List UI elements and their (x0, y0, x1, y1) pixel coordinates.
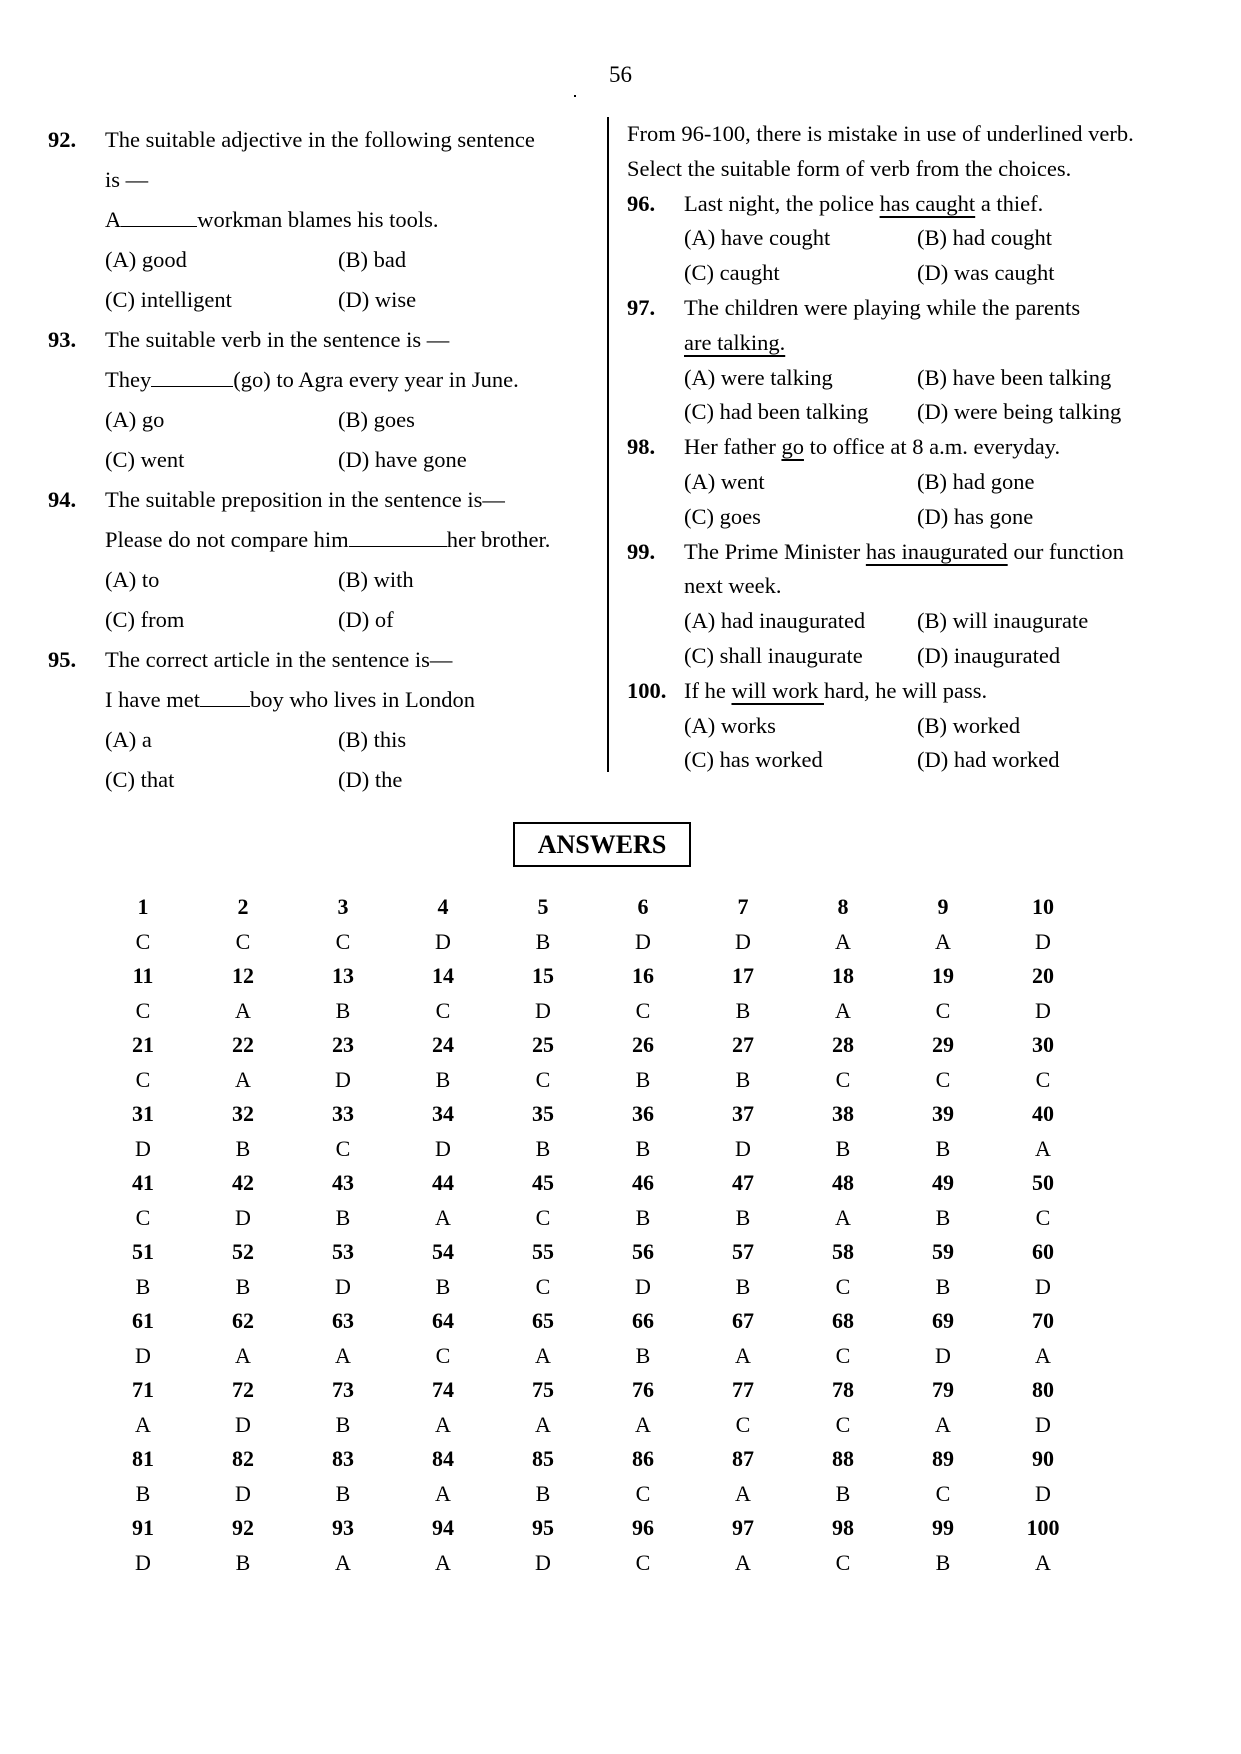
answer-number: 100 (1026, 1515, 1060, 1540)
answer-number: 60 (1032, 1239, 1054, 1264)
answer-letter: D (1035, 1273, 1051, 1299)
answer-number: 71 (132, 1377, 154, 1402)
answer-number: 72 (232, 1377, 254, 1402)
question-number: 92. (48, 127, 77, 152)
answer-letter: D (335, 1273, 351, 1299)
answer-number: 64 (432, 1308, 454, 1333)
column-divider (607, 117, 609, 772)
answer-number: 93 (332, 1515, 354, 1540)
answer-letter: C (935, 997, 951, 1023)
option-c: (C) went (105, 447, 185, 472)
question-text: The suitable adjective in the following sentence (105, 127, 535, 152)
answer-letter: B (735, 1273, 751, 1299)
option-b: (B) worked (917, 712, 1021, 738)
answer-letter: C (635, 1549, 651, 1575)
question-number: 100. (627, 677, 667, 703)
answer-number: 4 (437, 894, 449, 919)
answer-number: 45 (532, 1170, 554, 1195)
answer-letter: B (835, 1480, 851, 1506)
answer-number: 50 (1032, 1170, 1054, 1195)
answer-number: 16 (632, 963, 654, 988)
answer-number: 2 (237, 894, 249, 919)
answer-number: 29 (932, 1032, 954, 1057)
answer-number: 75 (532, 1377, 554, 1402)
answer-letter: C (935, 1066, 951, 1092)
option-c: (C) from (105, 607, 185, 632)
answer-letter: A (935, 928, 951, 954)
question-text: The children were playing while the parents (684, 294, 1081, 320)
answer-number: 96 (632, 1515, 654, 1540)
answer-letter: C (835, 1549, 851, 1575)
answer-number: 44 (432, 1170, 454, 1195)
answer-letter: C (335, 1135, 351, 1161)
left-column (48, 120, 593, 800)
answer-letter: B (735, 1066, 751, 1092)
answer-number: 87 (732, 1446, 754, 1471)
question-sentence: They (go) to Agra every year in June. (105, 367, 519, 392)
answer-number: 28 (832, 1032, 854, 1057)
answer-letter: D (535, 997, 551, 1023)
answer-letter: C (835, 1342, 851, 1368)
answer-number: 43 (332, 1170, 354, 1195)
answer-letter: B (235, 1549, 251, 1575)
underlined-verb: are talking. (684, 329, 786, 355)
answer-number: 82 (232, 1446, 254, 1471)
answer-letter: D (635, 1273, 651, 1299)
answer-number: 39 (932, 1101, 954, 1126)
answer-number: 12 (232, 963, 254, 988)
answer-letter: B (935, 1135, 951, 1161)
answer-number: 19 (932, 963, 954, 988)
answer-number: 84 (432, 1446, 454, 1471)
answer-number: 90 (1032, 1446, 1054, 1471)
answer-number: 47 (732, 1170, 754, 1195)
question-94 (48, 480, 593, 640)
answer-letter: D (535, 1549, 551, 1575)
answer-letter: D (135, 1549, 151, 1575)
answer-letter: A (735, 1549, 751, 1575)
answer-letter: A (535, 1342, 551, 1368)
answer-number: 58 (832, 1239, 854, 1264)
option-c: (C) has worked (684, 747, 823, 773)
question-text: If he will work hard, he will pass. (684, 677, 988, 703)
page-number: 56 (609, 62, 632, 87)
answer-letter: D (935, 1342, 951, 1368)
question-96 (627, 187, 1167, 291)
answer-letter: B (735, 1204, 751, 1230)
answer-letter: B (335, 1480, 351, 1506)
answer-number: 42 (232, 1170, 254, 1195)
answer-number: 22 (232, 1032, 254, 1057)
answer-letter: B (335, 1411, 351, 1437)
answer-number: 78 (832, 1377, 854, 1402)
answer-letter: A (1035, 1342, 1051, 1368)
answer-number: 79 (932, 1377, 954, 1402)
answer-letter: A (1035, 1549, 1051, 1575)
question-number: 97. (627, 294, 656, 320)
answer-number: 98 (832, 1515, 854, 1540)
answer-number: 85 (532, 1446, 554, 1471)
option-a: (A) a (105, 727, 152, 752)
answer-number: 59 (932, 1239, 954, 1264)
answer-number: 99 (932, 1515, 954, 1540)
option-grid (684, 361, 1167, 431)
answer-number: 70 (1032, 1308, 1054, 1333)
option-c: (C) goes (684, 503, 761, 529)
answer-number: 30 (1032, 1032, 1054, 1057)
answer-number: 17 (732, 963, 754, 988)
option-grid (105, 400, 593, 480)
option-d: (D) of (338, 607, 394, 632)
question-99 (627, 535, 1167, 674)
answer-letter: C (335, 928, 351, 954)
answer-number: 61 (132, 1308, 154, 1333)
answer-letter: D (435, 928, 451, 954)
question-text (684, 326, 1167, 361)
option-d: (D) had worked (917, 747, 1060, 773)
answer-letter: D (235, 1204, 251, 1230)
answer-letter: C (935, 1480, 951, 1506)
option-b: (B) have been talking (917, 364, 1112, 390)
question-sentence: Please do not compare him her brother. (105, 527, 551, 552)
answer-number: 18 (832, 963, 854, 988)
answer-number: 10 (1032, 894, 1054, 919)
answer-letter: A (835, 1204, 851, 1230)
answer-number: 32 (232, 1101, 254, 1126)
answer-letter: B (935, 1549, 951, 1575)
option-a: (A) works (684, 712, 776, 738)
answer-number: 51 (132, 1239, 154, 1264)
answer-letter: D (1035, 928, 1051, 954)
option-grid (105, 560, 593, 640)
answer-number: 1 (137, 894, 149, 919)
answer-number: 33 (332, 1101, 354, 1126)
answer-letter: B (435, 1273, 451, 1299)
answer-number: 27 (732, 1032, 754, 1057)
answer-number: 23 (332, 1032, 354, 1057)
answer-number: 21 (132, 1032, 154, 1057)
answer-letter: D (1035, 1411, 1051, 1437)
answer-letter: B (635, 1135, 651, 1161)
answer-letter: D (435, 1135, 451, 1161)
answer-letter: A (235, 1066, 251, 1092)
answer-blank (151, 366, 233, 387)
answer-number: 65 (532, 1308, 554, 1333)
question-text: Last night, the police has caught a thief. (684, 190, 1044, 216)
option-c: (C) intelligent (105, 287, 232, 312)
answer-letter: B (935, 1273, 951, 1299)
answer-number: 92 (232, 1515, 254, 1540)
page-dot (574, 95, 576, 97)
right-column (627, 117, 1167, 778)
underlined-verb: will work (731, 677, 824, 703)
answer-letter: C (735, 1411, 751, 1437)
answer-letter: B (935, 1204, 951, 1230)
answer-letter: B (535, 928, 551, 954)
answer-number: 53 (332, 1239, 354, 1264)
answer-number: 34 (432, 1101, 454, 1126)
answer-number: 26 (632, 1032, 654, 1057)
question-93 (48, 320, 593, 480)
answer-number: 80 (1032, 1377, 1054, 1402)
answer-letter: B (635, 1066, 651, 1092)
option-a: (A) have cought (684, 225, 831, 251)
answer-letter: C (435, 997, 451, 1023)
answer-letter: B (535, 1135, 551, 1161)
answer-letter: C (535, 1273, 551, 1299)
answer-number: 83 (332, 1446, 354, 1471)
answer-number: 38 (832, 1101, 854, 1126)
option-d: (D) inaugurated (917, 642, 1061, 668)
option-grid (105, 240, 593, 320)
answer-number: 54 (432, 1239, 454, 1264)
answer-number: 63 (332, 1308, 354, 1333)
option-d: (D) was caught (917, 260, 1055, 286)
underlined-verb: has caught (879, 190, 976, 216)
answer-number: 66 (632, 1308, 654, 1333)
question-sentence: I have met boy who lives in London (105, 687, 475, 712)
option-b: (B) this (338, 727, 407, 752)
question-text: next week. (684, 573, 782, 599)
answer-number: 3 (337, 894, 349, 919)
answer-number: 77 (732, 1377, 754, 1402)
option-a: (A) had inaugurated (684, 608, 866, 634)
answer-number: 89 (932, 1446, 954, 1471)
option-d: (D) have gone (338, 447, 467, 472)
answer-letter: B (635, 1204, 651, 1230)
option-c: (C) shall inaugurate (684, 642, 863, 668)
option-d: (D) the (338, 767, 403, 792)
question-number: 95. (48, 647, 77, 672)
question-number: 96. (627, 190, 656, 216)
underlined-verb: has inaugurated (865, 538, 1008, 564)
answer-letter: A (835, 997, 851, 1023)
question-sentence: A workman blames his tools. (105, 207, 439, 232)
answer-number: 68 (832, 1308, 854, 1333)
answer-letter: B (235, 1273, 251, 1299)
answer-letter: A (935, 1411, 951, 1437)
option-b: (B) had cought (917, 225, 1052, 251)
answer-letter: B (635, 1342, 651, 1368)
question-text: The Prime Minister has inaugurated our function (684, 538, 1124, 564)
answer-letter: C (535, 1204, 551, 1230)
answer-number: 74 (432, 1377, 454, 1402)
answer-letter: D (135, 1342, 151, 1368)
question-text: Her father go to office at 8 a.m. everyday. (684, 434, 1061, 460)
answer-number: 73 (332, 1377, 354, 1402)
answer-letter: B (135, 1273, 151, 1299)
answer-number: 49 (932, 1170, 954, 1195)
answer-letter: A (1035, 1135, 1051, 1161)
answer-letter: C (135, 1204, 151, 1230)
answer-number: 31 (132, 1101, 154, 1126)
answer-key-grid (93, 890, 1093, 1580)
underlined-verb: go (781, 434, 804, 460)
answer-letter: C (435, 1342, 451, 1368)
answer-letter: C (235, 928, 251, 954)
answer-letter: D (235, 1411, 251, 1437)
answer-number: 91 (132, 1515, 154, 1540)
answer-number: 46 (632, 1170, 654, 1195)
answer-number: 15 (532, 963, 554, 988)
question-text: The suitable preposition in the sentence is— (105, 487, 505, 512)
answer-number: 56 (632, 1239, 654, 1264)
answer-letter: A (335, 1549, 351, 1575)
answer-letter: A (435, 1549, 451, 1575)
option-c: (C) had been talking (684, 399, 869, 425)
answers-heading: ANSWERS (513, 822, 691, 867)
answer-letter: A (135, 1411, 151, 1437)
instructions-line: From 96-100, there is mistake in use of underlined verb. (627, 121, 1134, 146)
answer-letter: A (235, 997, 251, 1023)
answer-number: 5 (537, 894, 549, 919)
answer-letter: B (435, 1066, 451, 1092)
answer-number: 62 (232, 1308, 254, 1333)
question-number: 99. (627, 538, 656, 564)
answer-letter: D (1035, 1480, 1051, 1506)
option-grid (684, 604, 1167, 674)
answer-number: 41 (132, 1170, 154, 1195)
answer-letter: C (135, 928, 151, 954)
answer-letter: B (535, 1480, 551, 1506)
option-b: (B) goes (338, 407, 415, 432)
option-grid (684, 465, 1167, 535)
question-100 (627, 674, 1167, 778)
answer-letter: C (635, 997, 651, 1023)
answer-number: 40 (1032, 1101, 1054, 1126)
answer-letter: C (835, 1273, 851, 1299)
answer-number: 37 (732, 1101, 754, 1126)
answer-blank (349, 526, 447, 547)
question-text: The suitable verb in the sentence is — (105, 327, 450, 352)
answer-number: 95 (532, 1515, 554, 1540)
answer-number: 52 (232, 1239, 254, 1264)
answer-letter: B (835, 1135, 851, 1161)
answer-number: 14 (432, 963, 454, 988)
answer-number: 88 (832, 1446, 854, 1471)
answer-number: 69 (932, 1308, 954, 1333)
answer-number: 81 (132, 1446, 154, 1471)
answer-letter: A (535, 1411, 551, 1437)
answer-letter: D (235, 1480, 251, 1506)
question-number: 94. (48, 487, 77, 512)
option-b: (B) with (338, 567, 414, 592)
option-d: (D) has gone (917, 503, 1034, 529)
answer-letter: A (435, 1411, 451, 1437)
option-grid (684, 221, 1167, 291)
answer-number: 24 (432, 1032, 454, 1057)
answer-letter: C (1035, 1204, 1051, 1230)
option-a: (A) good (105, 247, 187, 272)
question-95 (48, 640, 593, 800)
answer-blank (121, 206, 197, 227)
option-d: (D) were being talking (917, 399, 1122, 425)
option-b: (B) bad (338, 247, 407, 272)
question-97 (627, 291, 1167, 430)
answer-letter: A (235, 1342, 251, 1368)
answer-letter: A (735, 1480, 751, 1506)
option-a: (A) were talking (684, 364, 833, 390)
answer-letter: B (235, 1135, 251, 1161)
answer-number: 8 (837, 894, 849, 919)
question-text: is — (105, 167, 149, 192)
answer-number: 11 (132, 963, 154, 988)
option-a: (A) went (684, 468, 765, 494)
instructions-line: Select the suitable form of verb from the choices. (627, 155, 1072, 181)
question-98 (627, 430, 1167, 534)
answer-letter: D (1035, 997, 1051, 1023)
answer-number: 7 (737, 894, 749, 919)
answer-number: 6 (637, 894, 649, 919)
answer-number: 55 (532, 1239, 554, 1264)
answer-number: 36 (632, 1101, 654, 1126)
answer-letter: A (735, 1342, 751, 1368)
answer-number: 48 (832, 1170, 854, 1195)
answer-letter: A (435, 1480, 451, 1506)
answer-number: 20 (1032, 963, 1054, 988)
question-text: The correct article in the sentence is— (105, 647, 453, 672)
answer-number: 97 (732, 1515, 754, 1540)
option-d: (D) wise (338, 287, 417, 312)
answer-blank (200, 686, 250, 707)
option-a: (A) to (105, 567, 160, 592)
answer-number: 86 (632, 1446, 654, 1471)
answer-letter: D (135, 1135, 151, 1161)
answer-letter: D (635, 928, 651, 954)
answer-letter: B (135, 1480, 151, 1506)
answer-letter: C (135, 997, 151, 1023)
answer-letter: C (635, 1480, 651, 1506)
option-c: (C) that (105, 767, 175, 792)
question-number: 93. (48, 327, 77, 352)
answer-number: 67 (732, 1308, 754, 1333)
option-grid (105, 720, 593, 800)
answer-letter: C (835, 1411, 851, 1437)
answer-letter: B (735, 997, 751, 1023)
answer-letter: B (335, 1204, 351, 1230)
answer-number: 57 (732, 1239, 754, 1264)
answer-letter: D (735, 928, 751, 954)
answer-letter: C (1035, 1066, 1051, 1092)
answer-letter: D (335, 1066, 351, 1092)
answer-letter: A (335, 1342, 351, 1368)
option-a: (A) go (105, 407, 165, 432)
answer-number: 35 (532, 1101, 554, 1126)
answer-letter: A (835, 928, 851, 954)
answer-letter: A (435, 1204, 451, 1230)
answer-letter: A (635, 1411, 651, 1437)
answer-letter: C (135, 1066, 151, 1092)
answer-number: 76 (632, 1377, 654, 1402)
option-grid (684, 709, 1167, 779)
answer-number: 13 (332, 963, 354, 988)
answer-letter: B (335, 997, 351, 1023)
option-b: (B) had gone (917, 468, 1035, 494)
option-c: (C) caught (684, 260, 780, 286)
option-b: (B) will inaugurate (917, 608, 1089, 634)
answer-letter: C (535, 1066, 551, 1092)
answer-number: 25 (532, 1032, 554, 1057)
answer-number: 9 (937, 894, 949, 919)
answer-letter: D (735, 1135, 751, 1161)
answer-letter: C (835, 1066, 851, 1092)
question-92 (48, 120, 593, 320)
question-number: 98. (627, 434, 656, 460)
answer-number: 94 (432, 1515, 454, 1540)
